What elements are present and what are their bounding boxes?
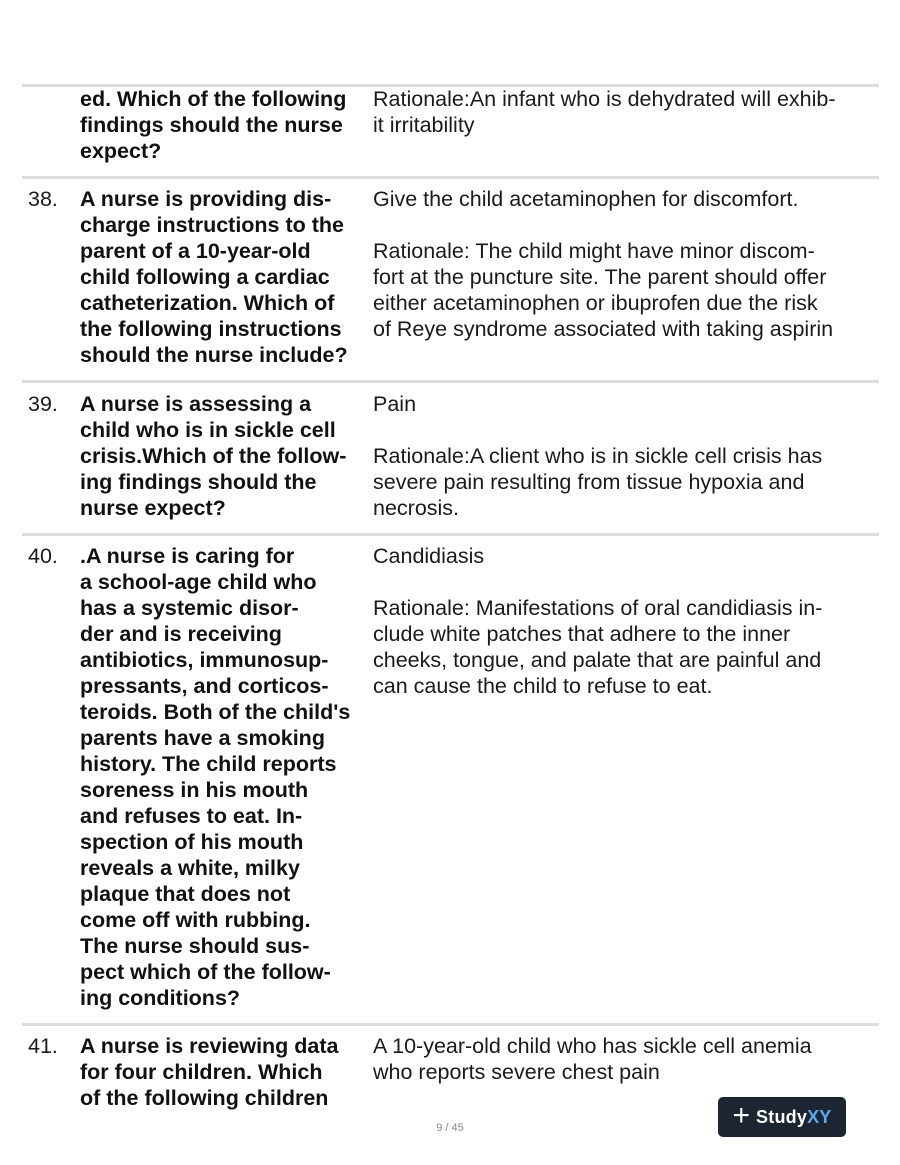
row-divider <box>22 533 879 536</box>
answer-text: Rationale:An infant who is dehydrated will exhib- it irritability <box>373 87 836 137</box>
question-number: 40. <box>28 544 58 568</box>
question-text: .A nurse is caring for a school-age child who has a systemic disor- der and is receiving antibiotics, immunosup- pressants, and corticos- teroids. Both of the child's parents have a smoking history. The child reports soreness in his mouth and refuses to eat. In- spection of his mouth reveals a white, milky plaque that does not come off with rubbing. The nurse should sus- pect which of the follow- ing conditions? <box>80 544 351 1010</box>
question-text: A nurse is reviewing data for four children. Which of the following children <box>80 1034 339 1110</box>
answer-text: Candidiasis Rationale: Manifestations of oral candidiasis in- clude white patches that adhere to the inner cheeks, tongue, and palate that are painful and can cause the child to refuse to eat. <box>373 544 823 698</box>
question-number: 38. <box>28 187 58 211</box>
question-number: 41. <box>28 1034 58 1058</box>
answer-text: Give the child acetaminophen for discomfort. Rationale: The child might have minor discom- fort at the puncture site. The parent should offer either acetaminophen or ibuprofen due the risk of Reye syndrome associated with taking aspirin <box>373 187 834 341</box>
logo-wordmark: StudyXY <box>756 1106 832 1127</box>
answer-text: A 10-year-old child who has sickle cell anemia who reports severe chest pain <box>373 1034 812 1084</box>
answer-text: Pain Rationale:A client who is in sickle cell crisis has severe pain resulting from tissue hypoxia and necrosis. <box>373 392 823 520</box>
question-number: 39. <box>28 392 58 416</box>
row-divider <box>22 176 879 179</box>
question-text: A nurse is assessing a child who is in sickle cell crisis.Which of the follow- ing findings should the nurse expect? <box>80 392 347 520</box>
studyxy-logo[interactable] <box>718 1097 846 1137</box>
plus-icon: + <box>732 1098 751 1132</box>
question-text: ed. Which of the following findings should the nurse expect? <box>80 87 347 163</box>
row-divider <box>22 1023 879 1026</box>
question-text: A nurse is providing dis- charge instructions to the parent of a 10-year-old child following a cardiac catheterization. Which of the following instructions should the nurse include? <box>80 187 348 367</box>
page-number: 9 / 45 <box>436 1122 464 1134</box>
row-divider <box>22 380 879 383</box>
